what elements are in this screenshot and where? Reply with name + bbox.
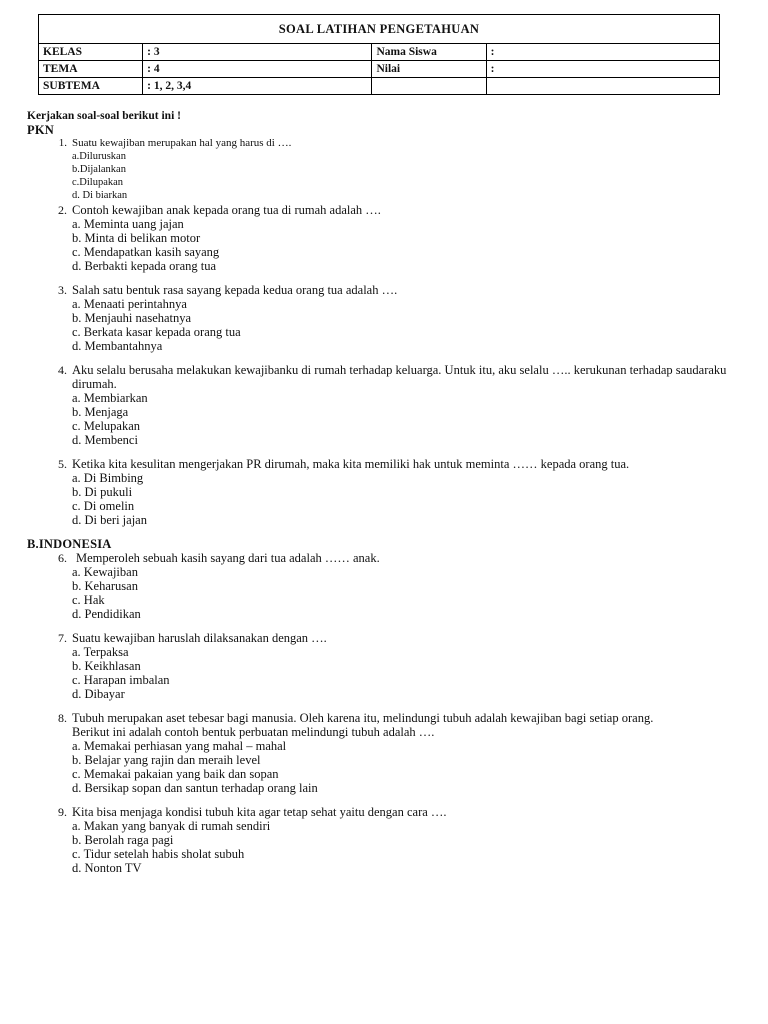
option-list: [72, 565, 727, 621]
question-7: [27, 631, 727, 701]
option-list: [72, 217, 727, 273]
worksheet-title: SOAL LATIHAN PENGETAHUAN: [39, 15, 720, 44]
option-b: b. Menjauhi nasehatnya: [72, 311, 192, 325]
option-list: [72, 150, 727, 202]
question-2: [27, 203, 727, 273]
section-title-bindonesia: B.INDONESIA: [27, 537, 112, 551]
option-list: [72, 471, 727, 527]
label-tema: TEMA: [39, 61, 143, 78]
option-d: d. Bersikap sopan dan santun terhadap orang lain: [72, 781, 318, 795]
question-text: Kita bisa menjaga kondisi tubuh kita agar tetap sehat yaitu dengan cara ….: [72, 805, 447, 819]
option-d: d. Dibayar: [72, 687, 125, 701]
option-b: b. Minta di belikan motor: [72, 231, 201, 245]
option-d: d. Pendidikan: [72, 607, 141, 621]
label-nilai: Nilai: [372, 61, 486, 78]
option-d: d. Di beri jajan: [72, 513, 147, 527]
option-list: [72, 391, 727, 447]
label-nama-siswa: Nama Siswa: [372, 44, 486, 61]
option-a: a. Meminta uang jajan: [72, 217, 184, 231]
question-text: Suatu kewajiban merupakan hal yang harus di ….: [72, 137, 292, 149]
header-row-kelas: [39, 44, 720, 61]
instruction: Kerjakan soal-soal berikut ini !: [27, 110, 181, 122]
section-title-pkn: PKN: [27, 123, 54, 137]
question-number: 2.: [58, 203, 67, 217]
question-text: Contoh kewajiban anak kepada orang tua di rumah adalah ….: [72, 203, 381, 217]
worksheet-body: [27, 109, 727, 885]
option-a: a. Kewajiban: [72, 565, 138, 579]
option-b: b. Keikhlasan: [72, 659, 141, 673]
option-list: [72, 739, 727, 795]
option-d: d. Nonton TV: [72, 861, 142, 875]
option-a: a.Diluruskan: [72, 151, 126, 162]
question-number: 8.: [58, 711, 67, 725]
value-nama-siswa: :: [486, 44, 719, 61]
option-list: [72, 297, 727, 353]
question-text: Memperoleh sebuah kasih sayang dari tua adalah …… anak.: [76, 551, 380, 565]
option-a: a. Di Bimbing: [72, 471, 144, 485]
question-number: 9.: [58, 805, 67, 819]
question-text: Tubuh merupakan aset tebesar bagi manusia. Oleh karena itu, melindungi tubuh adalah kewajiban bagi setiap orang.: [72, 711, 654, 725]
question-number: 4.: [58, 363, 67, 377]
option-list: [72, 645, 727, 701]
option-c: c. Melupakan: [72, 419, 141, 433]
option-c: c.Dilupakan: [72, 177, 124, 188]
empty-cell: [372, 78, 486, 95]
option-c: c. Memakai pakaian yang baik dan sopan: [72, 767, 279, 781]
value-nilai: :: [486, 61, 719, 78]
option-c: c. Di omelin: [72, 499, 135, 513]
option-b: b.Dijalankan: [72, 164, 126, 175]
question-number: 6.: [58, 551, 67, 565]
empty-cell: [486, 78, 719, 95]
header-row-tema: [39, 61, 720, 78]
option-c: c. Hak: [72, 593, 105, 607]
question-6: [27, 551, 727, 621]
value-tema: : 4: [143, 61, 372, 78]
option-c: c. Berkata kasar kepada orang tua: [72, 325, 241, 339]
question-text: Aku selalu berusaha melakukan kewajibanku di rumah terhadap keluarga. Untuk itu, aku selalu ….. kerukunan terhadap saudaraku dirumah.: [72, 363, 727, 391]
option-a: a. Makan yang banyak di rumah sendiri: [72, 819, 271, 833]
option-c: c. Mendapatkan kasih sayang: [72, 245, 220, 259]
option-a: a. Membiarkan: [72, 391, 148, 405]
option-a: a. Menaati perintahnya: [72, 297, 187, 311]
option-d: d. Membantahnya: [72, 339, 163, 353]
option-b: b. Belajar yang rajin dan meraih level: [72, 753, 261, 767]
question-3: [27, 283, 727, 353]
option-c: c. Harapan imbalan: [72, 673, 170, 687]
option-b: b. Keharusan: [72, 579, 138, 593]
question-text: Suatu kewajiban haruslah dilaksanakan dengan ….: [72, 631, 327, 645]
option-c: c. Tidur setelah habis sholat subuh: [72, 847, 245, 861]
option-d: d. Berbakti kepada orang tua: [72, 259, 217, 273]
label-kelas: KELAS: [39, 44, 143, 61]
option-list: [72, 819, 727, 875]
question-text: Ketika kita kesulitan mengerjakan PR dirumah, maka kita memiliki hak untuk meminta …… kepada orang tua.: [72, 457, 630, 471]
label-subtema: SUBTEMA: [39, 78, 143, 95]
question-9: [27, 805, 727, 875]
question-4: [27, 363, 727, 447]
option-d: d. Di biarkan: [72, 190, 128, 201]
question-5: [27, 457, 727, 527]
option-a: a. Terpaksa: [72, 645, 129, 659]
value-subtema: : 1, 2, 3,4: [143, 78, 372, 95]
question-8: [27, 711, 727, 795]
question-number: 3.: [58, 283, 67, 297]
option-b: b. Menjaga: [72, 405, 129, 419]
question-1: [27, 137, 727, 202]
option-a: a. Memakai perhiasan yang mahal – mahal: [72, 739, 287, 753]
option-d: d. Membenci: [72, 433, 138, 447]
question-number: 7.: [58, 631, 67, 645]
value-kelas: : 3: [143, 44, 372, 61]
header-row-subtema: [39, 78, 720, 95]
question-number: 5.: [58, 457, 67, 471]
header-table: [38, 14, 720, 95]
question-subtext: Berikut ini adalah contoh bentuk perbuatan melindungi tubuh adalah ….: [72, 725, 435, 739]
option-b: b. Di pukuli: [72, 485, 133, 499]
question-text: Salah satu bentuk rasa sayang kepada kedua orang tua adalah ….: [72, 283, 398, 297]
option-b: b. Berolah raga pagi: [72, 833, 174, 847]
question-number: 1.: [58, 137, 67, 149]
